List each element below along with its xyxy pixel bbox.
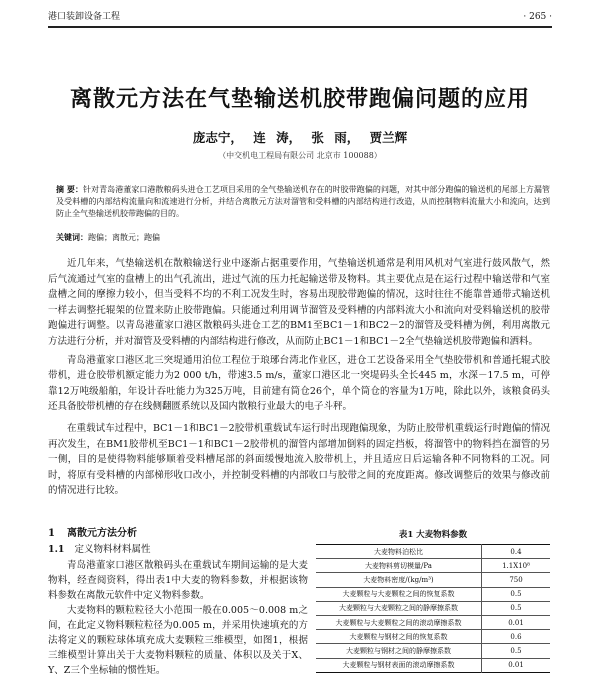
table-row [316,630,550,644]
param-value-cell: 750 [482,573,551,587]
affiliation: （中交机电工程局有限公司 北京市 100088） [218,151,382,160]
keywords-text: 跑偏；离散元；跑偏 [88,233,160,242]
param-name-cell: 大麦物料剪切模量/Pa [316,559,482,573]
section-paragraph-1: 青岛港董家口港区散粮码头在重载试车期间运输的是大麦物料，经查阅资料，得出表1中大麦的物料参数，并根据该物料参数在离散元软件中定义物料参数。 [48,560,308,601]
introduction [48,256,550,505]
abstract-text: 针对青岛港董家口港散粮码头进仓工艺项目采用的全气垫输送机存在的时胶带跑偏的问题，对其中部分跑偏的输送机的尾部上方漏管及受料槽的内部结构流量向和流速进行分析，并结合离散元方法对溜管和受料槽的内部结构进行改造，从而控制物料流量大小和流向，达到防止全气垫输送机胶带跑偏的目的。 [56,185,550,218]
author-list: 庞志宁， 连 涛， 张 雨， 贾兰辉 [192,130,408,145]
param-value-cell: 0.4 [482,545,551,559]
section-1 [48,526,308,678]
param-name-cell: 大麦物料密度/(kg/m³) [316,573,482,587]
running-header [48,10,552,28]
intro-paragraph-2: 青岛港董家口港区北三突堤通用泊位工程位于琅琊台湾北作业区，进仓工艺设备采用全气垫胶带机和普通托辊式胶带机，进仓胶带机额定能力为2 000 t/h，带速3.5 m/s，董家口港区北一突堤码头全长445 m，水深－17.5 m，可停靠12万吨级船舶，年设计吞吐能力为325万吨，目前建有筒仓26个，单个筒仓的容量为1万吨，除此以外，该粮食码头还具备胶带机槽的存在线侧翻匮系统以及国内散粮行业最大的电子斗秤。 [48,354,550,413]
table-row [316,587,550,601]
param-name-cell: 大麦颗粒与大麦颗粒之间的滚动摩擦系数 [316,615,482,629]
table-row [316,559,550,573]
abstract [56,183,550,220]
section-number: 1 [48,528,55,539]
table-row [316,644,550,658]
parameter-table [316,544,550,673]
page-number: · 265 · [523,12,552,22]
table-row [316,658,550,672]
intro-paragraph-3: 在重载试车过程中，BC1－1和BC1－2胶带机重载试车运行时出现跑偏现象，为防止胶带机重载运行时跑偏的情况再次发生，在BM1胶带机至BC1－1和BC1－2胶带机的溜管内部增加倒料的固定挡板，将溜管中的物料挡在溜管的另一侧，目的是使得物料能够顺着受料槽尾部的斜面缓慢地流入胶带机上，并且适应日后运输各种不同物料的工况。同时，将原有受料槽的内部梯形收口改小，并控制受料槽的内部收口与胶带之间的充度距离。修改调整后的效果与修改前的情况进行比较。 [48,422,550,497]
param-name-cell: 大麦物料泊松比 [374,547,423,556]
table-row [316,545,550,559]
table-caption: 表1 大麦物料参数 [398,530,468,540]
param-value-cell: 0.01 [482,658,551,672]
subsection-title: 定义物料材料属性 [74,544,151,555]
section-heading [48,526,308,542]
param-value-cell: 0.6 [482,630,551,644]
param-value-cell: 1.1X10⁸ [482,559,551,573]
keywords [56,231,550,244]
param-name-cell: 大麦颗粒与钢材之间的恢复系数 [316,630,482,644]
subsection-heading [48,542,308,558]
section-paragraph-2: 大麦物料的颗粒粒径大小范围一般在0.005～0.008 m之间，在此定义物料颗粒粒径为0.005 m，并采用快速填充的方法将定义的颗粒球体填充成大麦颗粒三维模型，如图1，根据三维模型计算出关于大麦物料颗粒的质量、体积以及关于X、Y、Z三个坐标轴的惯性矩。 [48,605,308,676]
abstract-label: 摘 要： [56,184,83,194]
paper-title: 离散元方法在气垫输送机胶带跑偏问题的应用 [69,86,530,112]
param-value-cell: 0.01 [482,615,551,629]
subsection-number: 1.1 [48,544,65,555]
param-value-cell: 0.5 [482,601,551,615]
keywords-label: 关键词： [56,232,88,242]
table-row [316,601,550,615]
param-value-cell: 0.5 [482,587,551,601]
param-name-cell: 大麦颗粒与大麦颗粒之间的恢复系数 [316,587,482,601]
material-parameter-table [316,528,550,673]
section-title: 离散元方法分析 [66,528,137,539]
journal-name: 港口装卸设备工程 [48,12,121,22]
intro-paragraph-1: 近几年来，气垫输送机在散粮输送行业中逐渐占据重要作用，气垫输送机通常是利用风机对气室进行鼓风散气，然后气流通过气室的盘槽上的出气孔流出，进过气流的压力托起输送带及物料。其主要优点是在运行过程中输送带和气室盘槽之间的摩擦力较小，但当受料不均的不利工况发生时，容易出现胶带跑偏的情况，这时往往不能靠普通带式输送机一样去调整托辊架的位置来防止胶带跑偏。只能通过利用调节溜管及受料槽的内部料流大小和流向对受料输送机的胶带跑偏进行调整。以青岛港董家口港区散粮码头进仓工艺的BM1至BC1－1和BC2－2的溜管及受料槽为例，利用离散元方法进行分析，并对溜管及受料槽的内部结构进行修改，从而防止BC1－1和BC1－2全气垫输送机胶带跑偏和洒料。 [48,258,550,347]
param-name-cell: 大麦颗粒与钢材之间的静摩擦系数 [316,644,482,658]
table-row [316,615,550,629]
param-value-cell: 0.5 [482,644,551,658]
table-row [316,573,550,587]
param-name-cell: 大麦颗粒与大麦颗粒之间的静摩擦系数 [316,601,482,615]
param-name-cell: 大麦颗粒与钢材表面的滚动摩擦系数 [316,658,482,672]
